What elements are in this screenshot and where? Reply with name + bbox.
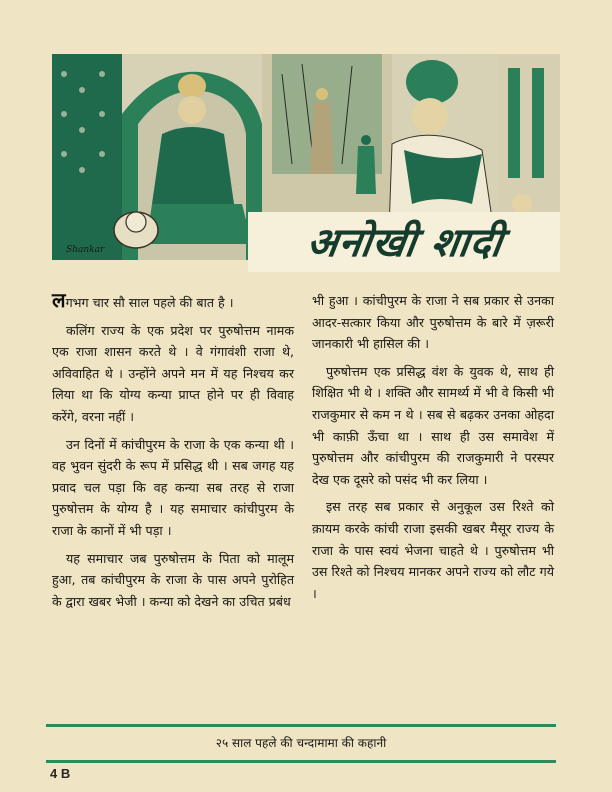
right-column (312, 290, 554, 610)
drop-cap: ल (52, 288, 66, 312)
paragraph: उन दिनों में कांचीपुरम के राजा के एक कन्या थी । वह भुवन सुंदरी के रूप में प्रसिद्ध थी । सब जगह यह प्रवाद चल पड़ा कि वह कन्या सब तरह से राजा पुरुषोत्तम के योग्य है । यह समाचार कांचीपुरम के राजा के कानों में भी पड़ा । (52, 436, 294, 538)
paragraph: इस तरह सब प्रकार से अनुकूल उस रिश्ते को क़ायम करके कांची राजा इसकी खबर मैसूर राज्य के राजा के पास स्वयं भेजना चाहते थे । पुरुषोत्तम भी उस रिश्ते को निश्चय मानकर अपने राज्य को लौट गये । (312, 499, 554, 601)
footer-rule-bottom (46, 760, 556, 763)
story-title: अनोखी शादी (304, 219, 507, 266)
svg-text:Shankar: Shankar (66, 245, 105, 255)
footer-caption: २५ साल पहले की चन्दामामा की कहानी (215, 736, 387, 750)
paragraph: यह समाचार जब पुरुषोत्तम के पिता को मालूम हुआ, तब कांचीपुरम के राजा के पास अपने पुरोहित के द्वारा खबर भेजी । कन्या को देखने का उचित प्रबंध (52, 550, 294, 609)
paragraph: कलिंग राज्य के एक प्रदेश पर पुरुषोत्तम नामक एक राजा शासन करते थे । वे गंगावंशी राजा थे, अविवाहित थे । उन्होंने अपने मन में यह निश्चय कर लिया था कि योग्य कन्या प्राप्त होने पर ही विवाह करेंगे, वरना नहीं । (52, 322, 294, 424)
paragraph: पुरुषोत्तम एक प्रसिद्ध वंश के युवक थे, साथ ही शिक्षित भी थे । शक्ति और सामर्थ्य में भी वे किसी भी राजकुमार से कम न थे । सब से बढ़कर उनका ओहदा भी काफ़ी ऊँचा था । साथ ही उस समावेश में पुरुषोत्तम और कांचीपुरम की राजकुमारी ने परस्पर देख एक दूसरे को पसंद भी कर लिया । (312, 363, 554, 487)
paragraph: भी हुआ । कांचीपुरम के राजा ने सब प्रकार से उनका आदर-सत्कार किया और पुरुषोत्तम के बारे में ज़रूरी जानकारी भी हासिल की । (312, 293, 554, 352)
page-number: 4 B (50, 766, 71, 781)
paragraph: लगभग चार सौ साल पहले की बात है । (52, 288, 234, 312)
footer-rule-top (46, 724, 556, 727)
left-column (52, 290, 294, 618)
